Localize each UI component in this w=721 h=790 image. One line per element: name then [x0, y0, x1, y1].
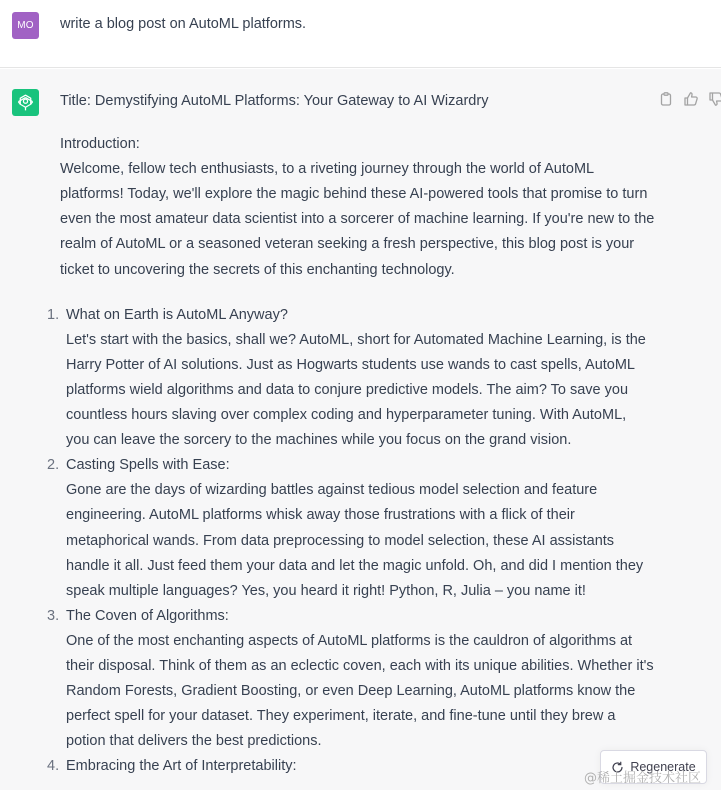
- section-line: Gone are the days of wizarding battles against tedious model selection and feature: [66, 482, 598, 499]
- section-line: their disposal. Think of them as an eclectic coven, each with its unique abilities. Whether it's: [66, 657, 654, 674]
- user-message-text: write a blog post on AutoML platforms.: [60, 16, 307, 32]
- section-line: One of the most enchanting aspects of AutoML platforms is the cauldron of algorithms at: [66, 632, 633, 649]
- list-number: 4.: [47, 758, 60, 775]
- user-message-row: [0, 0, 721, 68]
- blog-title: Title: Demystifying AutoML Platforms: Your Gateway to AI Wizardry: [60, 93, 489, 109]
- section-line: perfect spell for your dataset. They experiment, iterate, and fine-tune until they brew a: [66, 708, 616, 725]
- regenerate-label: Regenerate: [630, 760, 696, 774]
- section-line: countless hours slaving over complex coding and hyperparameter tuning. With AutoML,: [66, 407, 627, 424]
- list-item: [47, 303, 660, 454]
- sections-list: [47, 303, 660, 780]
- list-number: 1.: [47, 306, 60, 323]
- section-line: Harry Potter of AI solutions. Just as Hogwarts students use wands to cast spells, AutoML: [66, 356, 635, 373]
- section-line: handle it all. Just feed them your data and let the magic unfold. Oh, and did I mention they: [66, 557, 644, 574]
- list-item: [47, 754, 660, 779]
- list-number: 2.: [47, 457, 60, 474]
- section-line: you can leave the sorcery to the machines while you focus on the grand vision.: [66, 432, 572, 449]
- intro-line: even the most amateur data scientist into a sorcerer of machine learning. If you're new to the: [60, 211, 655, 228]
- section-line: Random Forests, Gradient Boosting, or even Deep Learning, AutoML platforms know the: [66, 683, 636, 700]
- list-item: [47, 453, 660, 604]
- intro-section: [60, 132, 660, 283]
- intro-heading: Introduction:: [60, 136, 140, 153]
- openai-logo-icon: [16, 93, 35, 112]
- section-line: engineering. AutoML platforms whisk away those frustrations with a flick of their: [66, 507, 575, 524]
- assistant-message-row: [0, 69, 721, 790]
- section-line: Let's start with the basics, shall we? AutoML, short for Automated Machine Learning, is the: [66, 331, 646, 348]
- list-item: [47, 604, 660, 755]
- intro-line: Welcome, fellow tech enthusiasts, to a riveting journey through the world of AutoML: [60, 161, 595, 178]
- intro-line: platforms! Today, we'll explore the magic behind these AI-powered tools that promise to turn: [60, 186, 648, 203]
- intro-line: ticket to uncovering the secrets of this enchanting technology.: [60, 261, 455, 278]
- section-heading: What on Earth is AutoML Anyway?: [66, 306, 288, 323]
- watermark-text: @稀土掘金技术社区: [584, 771, 702, 786]
- section-heading: Embracing the Art of Interpretability:: [66, 758, 297, 775]
- section-line: platforms wield algorithms and data to conjure predictive models. The aim? To save you: [66, 381, 629, 398]
- section-heading: The Coven of Algorithms:: [66, 607, 229, 624]
- assistant-avatar: [12, 89, 39, 116]
- section-line: potion that delivers the best predictions.: [66, 733, 322, 750]
- thumbs-up-icon[interactable]: [683, 91, 699, 107]
- clipboard-icon[interactable]: [658, 91, 674, 107]
- message-actions: [658, 91, 721, 107]
- list-number: 3.: [47, 607, 60, 624]
- intro-line: realm of AutoML or a seasoned veteran seeking a fresh perspective, this blog post is your: [60, 236, 635, 253]
- section-heading: Casting Spells with Ease:: [66, 457, 230, 474]
- section-line: metaphorical wands. From data preprocessing to model selection, these AI assistants: [66, 532, 615, 549]
- user-avatar: MO: [12, 12, 39, 39]
- section-line: speak multiple languages? Yes, you heard it right! Python, R, Julia – you name it!: [66, 582, 586, 599]
- assistant-message-content: [47, 89, 660, 779]
- thumbs-down-icon[interactable]: [708, 91, 721, 107]
